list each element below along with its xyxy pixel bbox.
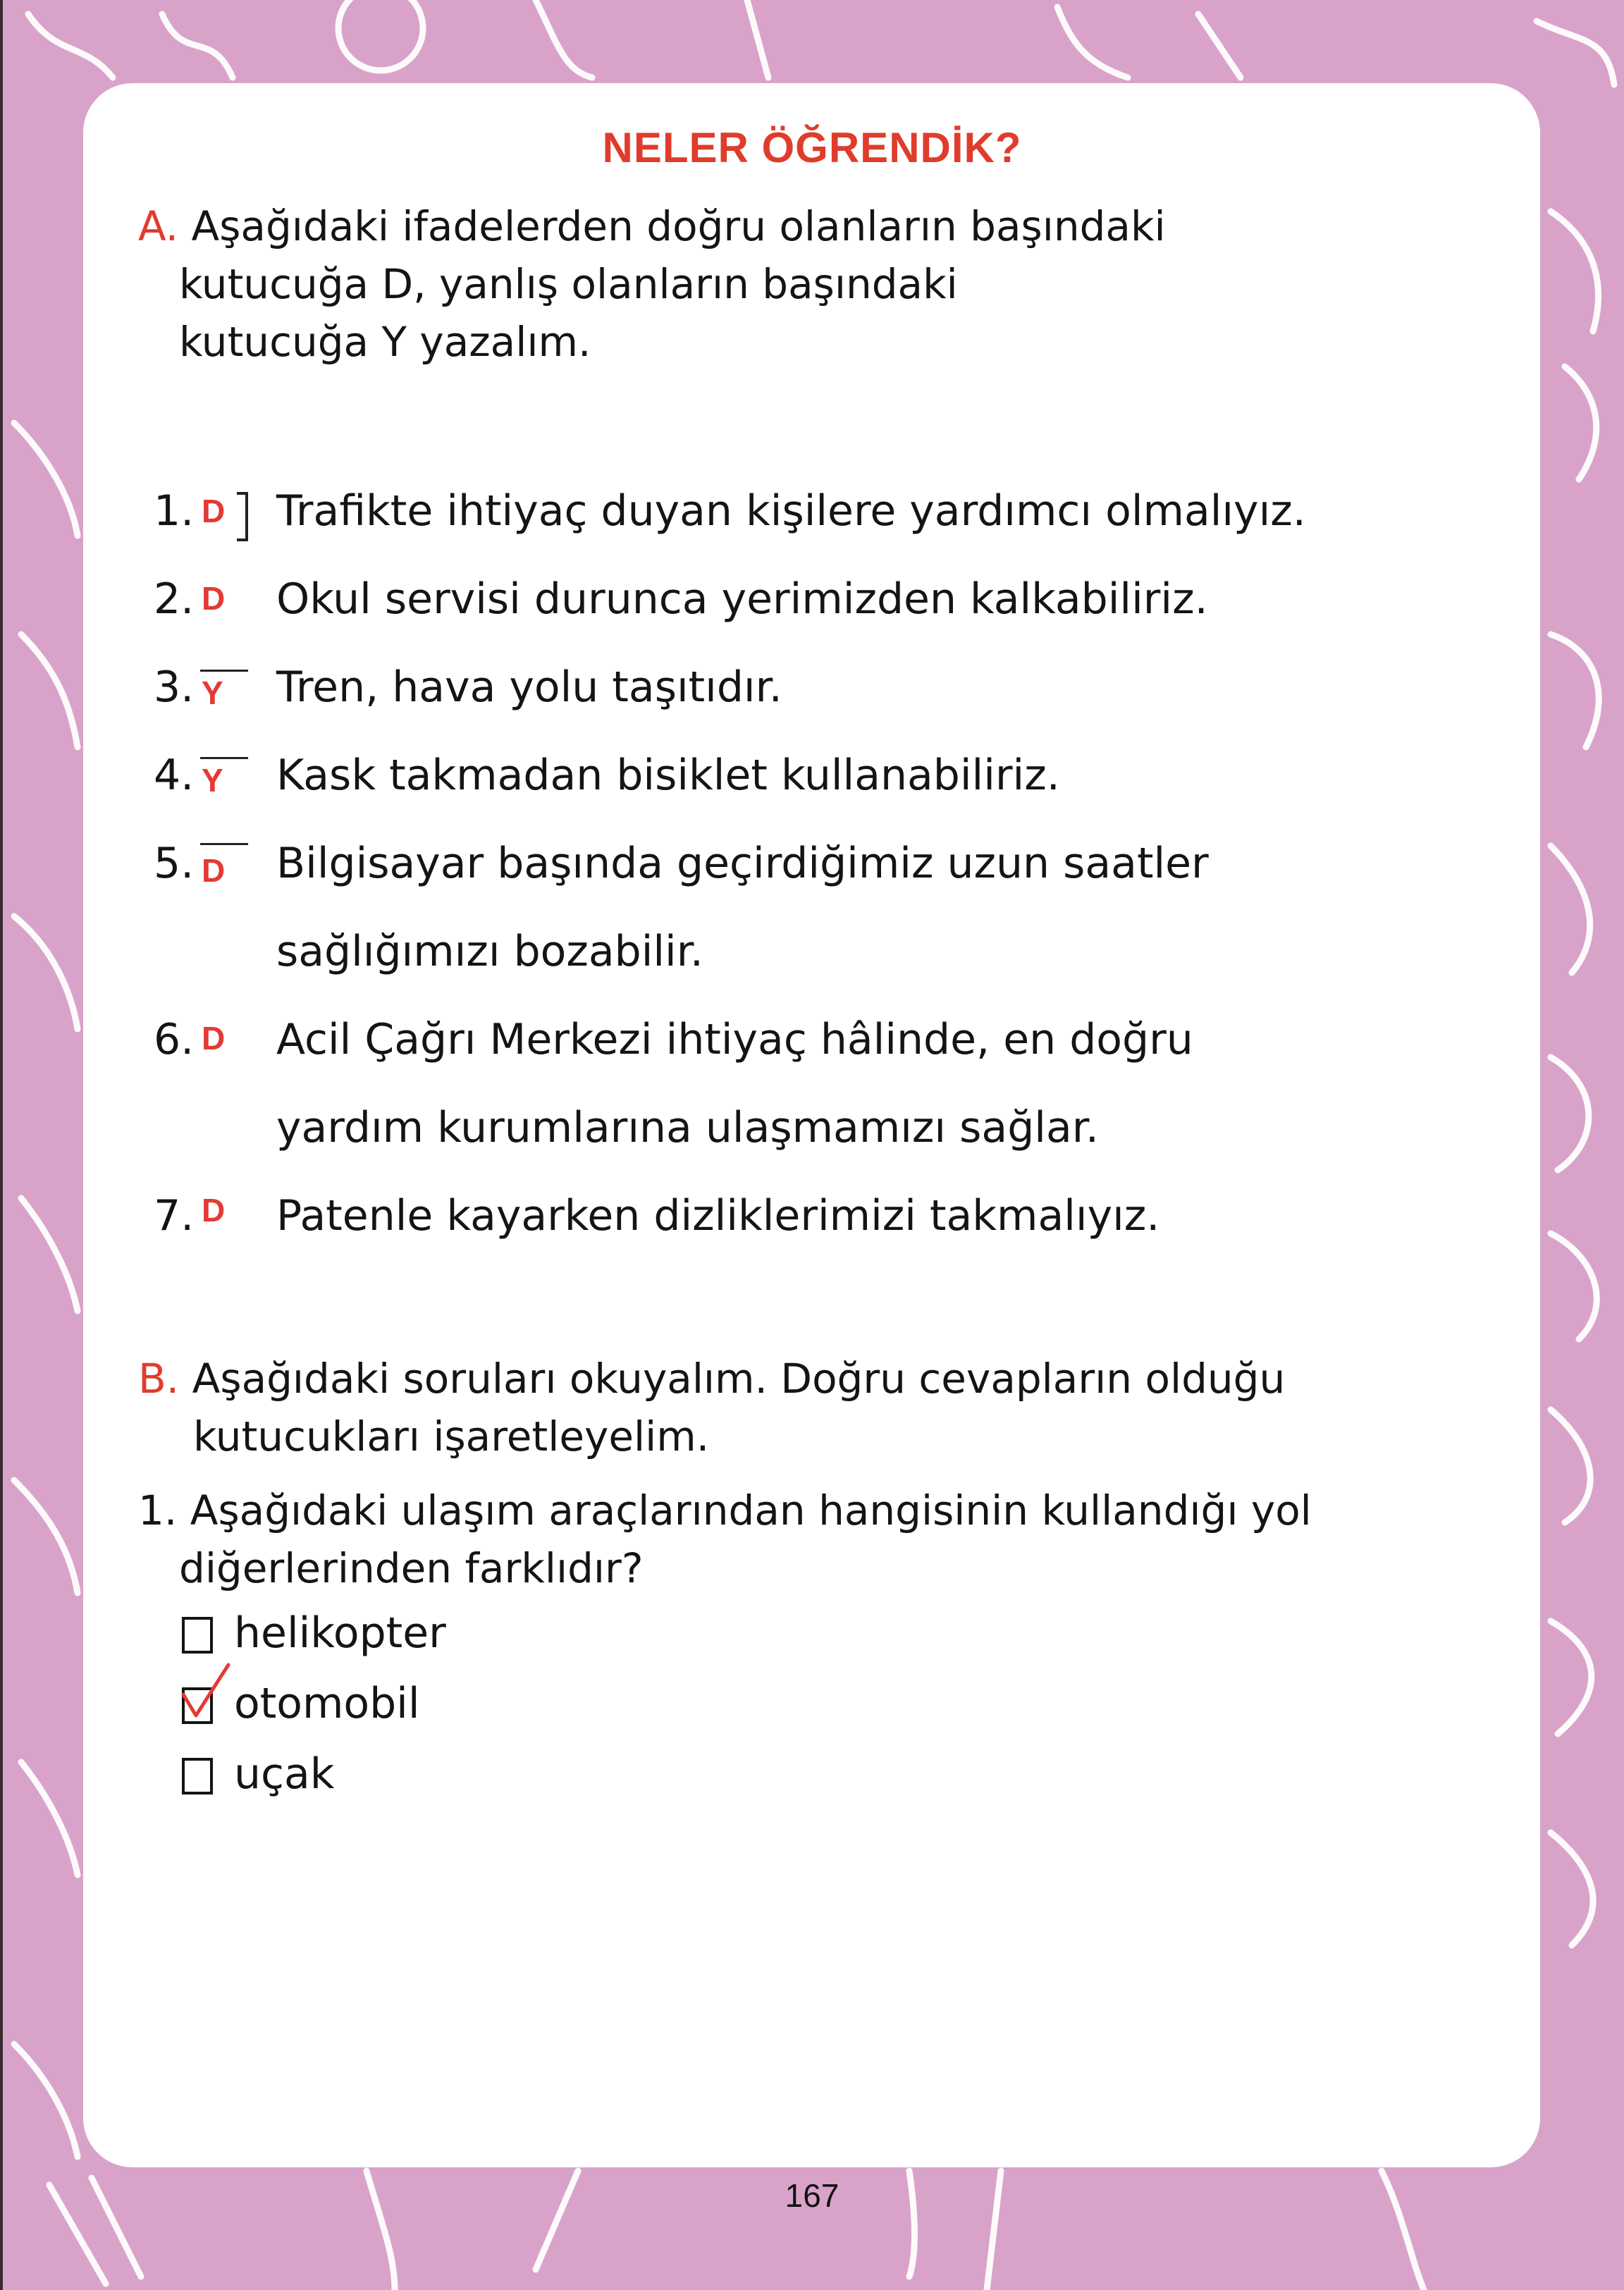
question-1-line-2: diğerlerinden farklıdır? [179,1544,644,1592]
section-a-instruction-line-2: kutucuğa D, yanlış olanların başındaki [179,260,958,308]
section-b-instruction-line-1: B. Aşağıdaki soruları okuyalım. Doğru cevapların olduğu [138,1355,1286,1403]
answer-box-line-icon [200,670,248,672]
item-4-answer: Y [202,762,223,799]
option-ucak-label: uçak [234,1749,335,1799]
item-2-number: 2. [154,574,195,624]
item-3-answer: Y [202,675,223,711]
page-number: 167 [785,2177,839,2214]
item-1-answer: D [202,493,226,529]
item-3-answer-box[interactable] [197,670,248,720]
answer-box-line-icon [200,757,248,759]
checkmark-icon [178,1661,234,1724]
item-1-number: 1. [154,486,195,536]
option-ucak-checkbox[interactable] [182,1758,213,1795]
item-5-number: 5. [154,839,195,888]
item-3-number: 3. [154,663,195,712]
item-3-statement: Tren, hava yolu taşıtıdır. [276,663,782,712]
item-5-statement-line-1: Bilgisayar başında geçirdiğimiz uzun saatler [276,839,1209,888]
item-6-statement-line-1: Acil Çağrı Merkezi ihtiyaç hâlinde, en doğru [276,1015,1193,1064]
section-a-letter: A. [138,202,179,250]
item-1-statement: Trafikte ihtiyaç duyan kişilere yardımcı olmalıyız. [276,486,1306,536]
option-helikopter-label: helikopter [234,1608,446,1658]
item-2-answer: D [202,580,226,617]
section-b-letter: B. [138,1355,180,1403]
question-1-number: 1. [138,1486,178,1534]
option-otomobil-label: otomobil [234,1679,420,1728]
item-5-answer-box[interactable] [197,843,248,894]
item-4-answer-box[interactable] [197,757,248,808]
item-2-statement: Okul servisi durunca yerimizden kalkabiliriz. [276,574,1208,624]
section-b-instruction-line-2: kutucukları işaretleyelim. [193,1412,710,1460]
item-1-answer-box[interactable] [197,492,248,543]
item-2-answer-box[interactable] [197,579,248,630]
item-4-number: 4. [154,751,195,800]
item-6-number: 6. [154,1015,195,1064]
item-7-statement: Patenle kayarken dizliklerimizi takmalıyız. [276,1191,1160,1241]
question-1-line-1: 1. Aşağıdaki ulaşım araçlarından hangisinin kullandığı yol [138,1486,1312,1534]
section-a-instruction-line-3: kutucuğa Y yazalım. [179,318,591,366]
item-6-answer-box[interactable] [197,1019,248,1070]
item-5-answer: D [202,852,226,889]
item-7-answer-box[interactable] [197,1191,248,1242]
item-4-statement: Kask takmadan bisiklet kullanabiliriz. [276,751,1060,800]
item-7-number: 7. [154,1191,195,1241]
item-7-answer: D [202,1192,226,1229]
item-5-statement-line-2: sağlığımızı bozabilir. [276,927,703,976]
item-6-statement-line-2: yardım kurumlarına ulaşmamızı sağlar. [276,1103,1099,1152]
answer-box-bracket-icon [237,492,248,541]
page-title: NELER ÖĞRENDİK? [602,124,1022,171]
answer-box-line-icon [200,843,248,845]
section-a-instruction-line-1: A. Aşağıdaki ifadelerden doğru olanların başındaki [138,202,1166,250]
item-6-answer: D [202,1020,226,1057]
option-helikopter-checkbox[interactable] [182,1617,213,1654]
